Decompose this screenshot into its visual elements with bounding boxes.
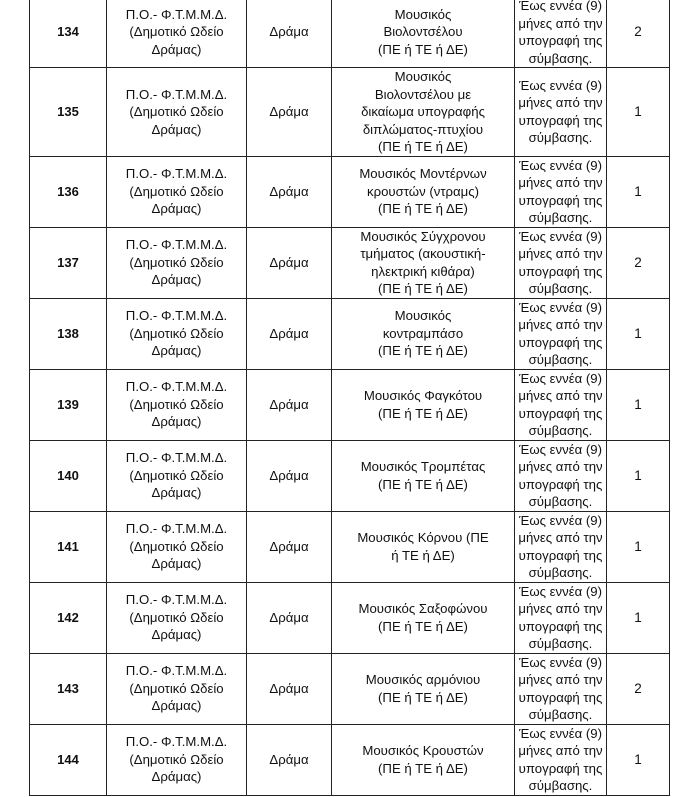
duration-cell-line: υπογραφή της [518, 33, 603, 48]
table-row [30, 511, 670, 582]
specialty-cell-line: Μουσικός αρμόνιου [365, 672, 481, 687]
duration-cell [515, 653, 607, 724]
table-row [30, 582, 670, 653]
organization-cell-line: (Δημοτικό Ωδείο [129, 254, 224, 270]
specialty-cell-line: (ΠΕ ή ΤΕ ή ΔΕ) [378, 343, 468, 359]
specialty-cell [332, 582, 515, 653]
duration-cell [515, 298, 607, 369]
organization-cell-line: Δράμας) [151, 556, 202, 572]
table-row [30, 369, 670, 440]
row-number-cell: 139 [30, 369, 107, 440]
location-cell: Δράμα [247, 582, 332, 653]
duration-cell-line: Έως εννέα (9) [518, 157, 602, 173]
location-cell: Δράμα [247, 653, 332, 724]
location-cell: Δράμα [247, 0, 332, 68]
table-row [30, 68, 670, 157]
organization-cell-line: Π.Ο.- Φ.Τ.Μ.Μ.Δ. [125, 663, 228, 679]
duration-cell-line: μήνες από την [518, 743, 603, 758]
duration-cell-line: μήνες από την [518, 15, 603, 31]
location-cell: Δράμα [247, 68, 332, 157]
organization-cell-line: Π.Ο.- Φ.Τ.Μ.Μ.Δ. [125, 450, 228, 466]
duration-cell [515, 724, 607, 795]
row-number-cell: 141 [30, 511, 107, 582]
positions-count-cell: 1 [607, 68, 670, 157]
duration-cell-line: μήνες από την [518, 672, 603, 687]
specialty-cell-line: (ΠΕ ή ΤΕ ή ΔΕ) [378, 760, 468, 776]
specialty-cell-line: (ΠΕ ή ΤΕ ή ΔΕ) [378, 689, 468, 705]
row-number-cell: 137 [30, 227, 107, 298]
organization-cell-line: (Δημοτικό Ωδείο [129, 467, 224, 483]
duration-cell-line: υπογραφή της [518, 405, 603, 421]
duration-cell-line: Έως εννέα (9) [518, 583, 602, 599]
duration-cell [515, 227, 607, 298]
table-row [30, 724, 670, 795]
organization-cell-line: Π.Ο.- Φ.Τ.Μ.Μ.Δ. [125, 592, 228, 608]
organization-cell-line: Π.Ο.- Φ.Τ.Μ.Μ.Δ. [125, 237, 228, 253]
specialty-cell-line: Μουσικός Κρουστών [362, 743, 484, 758]
duration-cell-line: μήνες από την [518, 175, 603, 190]
duration-cell-line: μήνες από την [518, 317, 603, 332]
duration-cell-line: σύμβασης. [528, 494, 593, 509]
duration-cell-line: Έως εννέα (9) [518, 370, 602, 386]
duration-cell-line: Έως εννέα (9) [518, 654, 602, 670]
duration-cell-line: υπογραφή της [518, 112, 603, 128]
table-row [30, 298, 670, 369]
location-cell: Δράμα [247, 156, 332, 227]
table-row [30, 227, 670, 298]
organization-cell-line: Π.Ο.- Φ.Τ.Μ.Μ.Δ. [125, 379, 228, 395]
organization-cell-line: Π.Ο.- Φ.Τ.Μ.Μ.Δ. [125, 308, 228, 324]
specialty-cell-line: ή ΤΕ ή ΔΕ) [391, 547, 455, 563]
duration-cell-line: υπογραφή της [518, 263, 603, 279]
organization-cell-line: Π.Ο.- Φ.Τ.Μ.Μ.Δ. [125, 521, 228, 537]
specialty-cell-line: (ΠΕ ή ΤΕ ή ΔΕ) [378, 405, 468, 421]
specialty-cell-line: ηλεκτρική κιθάρα) [371, 263, 475, 279]
specialty-cell-line: (ΠΕ ή ΤΕ ή ΔΕ) [378, 201, 468, 217]
positions-count-cell: 1 [607, 511, 670, 582]
specialty-cell-line: Μουσικός [394, 69, 452, 84]
organization-cell-line: Δράμας) [151, 627, 202, 643]
organization-cell [107, 68, 247, 157]
table-row [30, 156, 670, 227]
duration-cell-line: σύμβασης. [528, 130, 593, 146]
organization-cell-line: (Δημοτικό Ωδείο [129, 680, 224, 696]
organization-cell-line: (Δημοτικό Ωδείο [129, 609, 224, 625]
specialty-cell-line: Μουσικός Κόρνου (ΠΕ [357, 530, 489, 545]
organization-cell-line: Δράμας) [151, 414, 202, 430]
specialty-cell-line: Μουσικός Μοντέρνων [359, 166, 487, 182]
specialty-cell-line: (ΠΕ ή ΤΕ ή ΔΕ) [378, 139, 468, 154]
organization-cell [107, 369, 247, 440]
positions-count-cell: 1 [607, 582, 670, 653]
duration-cell-line: υπογραφή της [518, 476, 603, 492]
location-cell: Δράμα [247, 440, 332, 511]
organization-cell-line: Π.Ο.- Φ.Τ.Μ.Μ.Δ. [125, 166, 228, 182]
specialty-cell [332, 511, 515, 582]
specialty-cell [332, 0, 515, 68]
organization-cell-line: Π.Ο.- Φ.Τ.Μ.Μ.Δ. [125, 6, 228, 22]
duration-cell-line: Έως εννέα (9) [518, 228, 602, 244]
organization-cell [107, 440, 247, 511]
duration-cell-line: Έως εννέα (9) [518, 725, 602, 741]
organization-cell [107, 0, 247, 68]
positions-count-cell: 1 [607, 369, 670, 440]
organization-cell-line: (Δημοτικό Ωδείο [129, 538, 224, 554]
positions-count-cell: 1 [607, 156, 670, 227]
row-number-cell: 134 [30, 0, 107, 68]
duration-cell-line: Έως εννέα (9) [518, 0, 602, 13]
specialty-cell-line: κρουστών (ντραμς) [366, 183, 480, 199]
location-cell: Δράμα [247, 511, 332, 582]
organization-cell [107, 511, 247, 582]
specialty-cell [332, 156, 515, 227]
positions-count-cell: 2 [607, 653, 670, 724]
row-number-cell: 144 [30, 724, 107, 795]
table-row [30, 653, 670, 724]
specialty-cell-line: Μουσικός Σαξοφώνου [358, 601, 488, 616]
duration-cell-line: μήνες από την [518, 601, 603, 616]
organization-cell-line: (Δημοτικό Ωδείο [129, 24, 224, 40]
specialty-cell-line: Βιολοντσέλου με [374, 86, 472, 102]
row-number-cell: 140 [30, 440, 107, 511]
duration-cell-line: υπογραφή της [518, 192, 603, 208]
duration-cell [515, 440, 607, 511]
specialty-cell-line: Μουσικός [394, 6, 452, 22]
duration-cell-line: υπογραφή της [518, 334, 603, 350]
duration-cell-line: σύμβασης. [528, 707, 593, 722]
duration-cell-line: σύμβασης. [528, 778, 593, 793]
specialty-cell-line: Βιολοντσέλου [383, 24, 463, 40]
duration-cell-line: υπογραφή της [518, 547, 603, 563]
duration-cell-line: Έως εννέα (9) [518, 77, 602, 93]
specialty-cell-line: τμήματος (ακουστική- [360, 246, 486, 261]
duration-cell-line: σύμβασης. [528, 565, 593, 580]
location-cell: Δράμα [247, 227, 332, 298]
organization-cell-line: Δράμας) [151, 201, 202, 217]
duration-cell-line: Έως εννέα (9) [518, 299, 602, 315]
organization-cell-line: Δράμας) [151, 272, 202, 288]
duration-cell-line: Έως εννέα (9) [518, 441, 602, 457]
positions-count-cell: 2 [607, 0, 670, 68]
organization-cell-line: (Δημοτικό Ωδείο [129, 751, 224, 767]
specialty-cell-line: Μουσικός Τρομπέτας [360, 459, 486, 474]
positions-count-cell: 2 [607, 227, 670, 298]
duration-cell [515, 68, 607, 157]
row-number-cell: 138 [30, 298, 107, 369]
specialty-cell [332, 724, 515, 795]
specialty-cell [332, 369, 515, 440]
positions-table-body [30, 0, 670, 795]
organization-cell-line: (Δημοτικό Ωδείο [129, 104, 224, 119]
organization-cell-line: (Δημοτικό Ωδείο [129, 396, 224, 412]
organization-cell [107, 653, 247, 724]
table-row [30, 0, 670, 68]
specialty-cell-line: Μουσικός [394, 308, 452, 324]
duration-cell-line: σύμβασης. [528, 423, 593, 438]
duration-cell-line: υπογραφή της [518, 689, 603, 705]
row-number-cell: 135 [30, 68, 107, 157]
organization-cell [107, 724, 247, 795]
duration-cell-line: σύμβασης. [528, 281, 593, 296]
specialty-cell-line: κοντραμπάσο [382, 325, 464, 341]
specialty-cell-line: δικαίωμα υπογραφής [361, 104, 485, 119]
row-number-cell: 143 [30, 653, 107, 724]
organization-cell-line: Δράμας) [151, 41, 202, 57]
specialty-cell-line: διπλώματος-πτυχίου [362, 121, 484, 137]
duration-cell [515, 0, 607, 68]
positions-count-cell: 1 [607, 440, 670, 511]
organization-cell-line: (Δημοτικό Ωδείο [129, 325, 224, 341]
location-cell: Δράμα [247, 369, 332, 440]
specialty-cell-line: (ΠΕ ή ΤΕ ή ΔΕ) [378, 476, 468, 492]
specialty-cell [332, 298, 515, 369]
organization-cell [107, 227, 247, 298]
specialty-cell-line: (ΠΕ ή ΤΕ ή ΔΕ) [378, 41, 468, 57]
duration-cell-line: μήνες από την [518, 246, 603, 261]
duration-cell-line: μήνες από την [518, 388, 603, 403]
specialty-cell [332, 653, 515, 724]
organization-cell-line: Δράμας) [151, 698, 202, 714]
organization-cell [107, 156, 247, 227]
organization-cell-line: Δράμας) [151, 343, 202, 359]
duration-cell-line: υπογραφή της [518, 618, 603, 634]
organization-cell [107, 582, 247, 653]
duration-cell-line: σύμβασης. [528, 210, 593, 225]
specialty-cell [332, 227, 515, 298]
specialty-cell-line: (ΠΕ ή ΤΕ ή ΔΕ) [378, 618, 468, 634]
organization-cell-line: Π.Ο.- Φ.Τ.Μ.Μ.Δ. [125, 86, 228, 102]
specialty-cell [332, 440, 515, 511]
duration-cell-line: μήνες από την [518, 459, 603, 474]
row-number-cell: 136 [30, 156, 107, 227]
row-number-cell: 142 [30, 582, 107, 653]
positions-table [29, 0, 670, 796]
specialty-cell-line: Μουσικός Σύγχρονου [360, 228, 486, 244]
duration-cell-line: υπογραφή της [518, 760, 603, 776]
duration-cell [515, 156, 607, 227]
organization-cell-line: Δράμας) [151, 121, 202, 137]
duration-cell [515, 511, 607, 582]
organization-cell-line: Δράμας) [151, 769, 202, 785]
duration-cell-line: Έως εννέα (9) [518, 512, 602, 528]
duration-cell-line: σύμβασης. [528, 636, 593, 651]
organization-cell-line: (Δημοτικό Ωδείο [129, 183, 224, 199]
table-row [30, 440, 670, 511]
duration-cell [515, 582, 607, 653]
duration-cell-line: μήνες από την [518, 95, 603, 111]
positions-count-cell: 1 [607, 298, 670, 369]
duration-cell-line: μήνες από την [518, 530, 603, 545]
duration-cell-line: σύμβασης. [528, 352, 593, 367]
organization-cell [107, 298, 247, 369]
positions-count-cell: 1 [607, 724, 670, 795]
location-cell: Δράμα [247, 298, 332, 369]
location-cell: Δράμα [247, 724, 332, 795]
organization-cell-line: Π.Ο.- Φ.Τ.Μ.Μ.Δ. [125, 734, 228, 750]
duration-cell [515, 369, 607, 440]
specialty-cell [332, 68, 515, 157]
specialty-cell-line: (ΠΕ ή ΤΕ ή ΔΕ) [378, 281, 468, 296]
organization-cell-line: Δράμας) [151, 485, 202, 501]
specialty-cell-line: Μουσικός Φαγκότου [363, 388, 483, 403]
duration-cell-line: σύμβασης. [528, 50, 593, 66]
